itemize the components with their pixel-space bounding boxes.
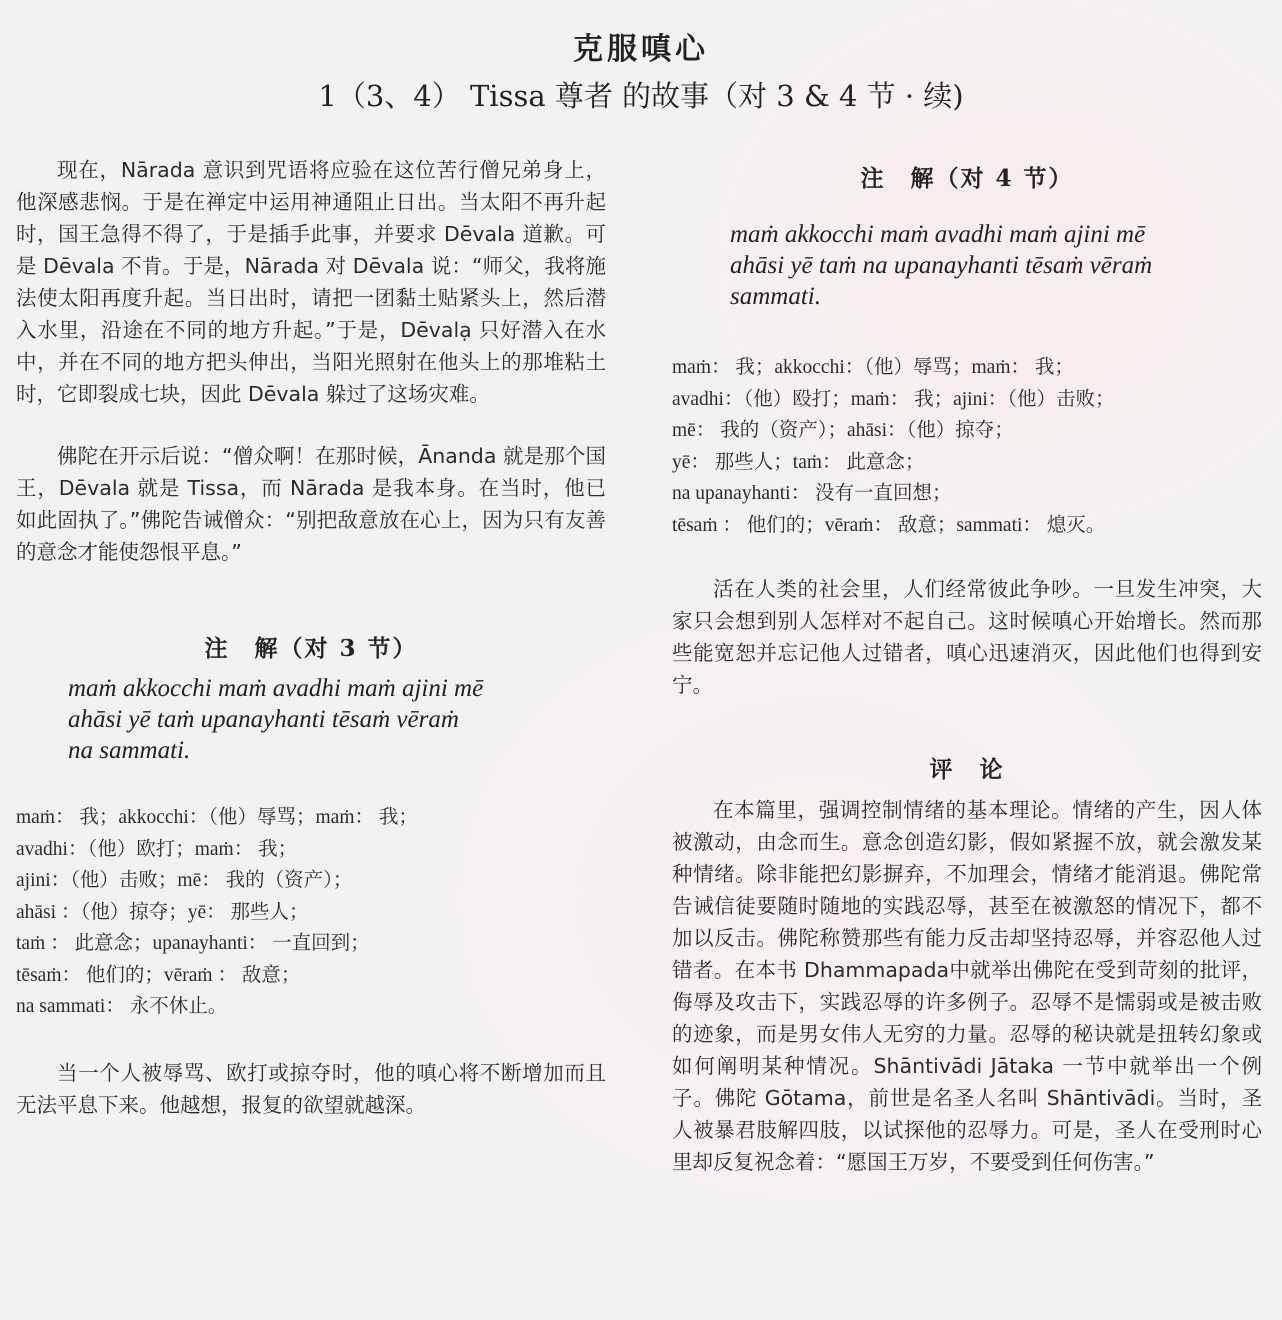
right-column — [672, 150, 1262, 1178]
left-column — [16, 150, 606, 1121]
word-gloss-verse-3 — [16, 802, 606, 1023]
story-paragraph-1: 现在，Nārada 意识到咒语将应验在这位苦行僧兄弟身上，他深感悲悯。于是在禅定中运用神通阻止日出。当太阳不再升起时，国王急得不得了，于是插手此事，并要求 Dēvala 道歉。可是 Dēvala 不肯。于是，Nārada 对 Dēvala 说：“师父，我将施法使太阳再度升起。当日出时，请把一团黏土贴紧头上，然后潜入水里，沿途在不同的地方升起。”于是，Dēvalạ 只好潜入在水中，并在不同的地方把头伸出，当阳光照射在他头上的那堆粘土时，它即裂成七块，因此 Dēvala 躲过了这场灾难。 — [16, 158, 606, 406]
explanation-paragraph: 当一个人被辱骂、欧打或掠夺时，他的嗔心将不断增加而且无法平息下来。他越想，报复的欲望就越深。 — [16, 1060, 606, 1117]
pali-verse-4 — [672, 219, 1262, 312]
page-subtitle: 1（3、4） Tissa 尊者 的故事（对 3 & 4 节 · 续) — [318, 79, 964, 113]
gloss-line: avadhi：（他）殴打；maṁ： 我；ajini：（他）击败； — [672, 388, 1115, 410]
gloss-line: yē： 那些人；taṁ： 此意念； — [672, 451, 925, 473]
gloss-line: tēsaṁ： 他们的；vēraṁ ： 敌意； — [16, 964, 301, 986]
gloss-line: ajini：（他）击败；mē： 我的（资产）； — [16, 870, 353, 891]
verse-line: ahāsi yē taṁ upanayhanti tēsaṁ vēraṁ — [68, 706, 459, 733]
notes-heading-verse-4: 注 解（对 4 节） — [860, 165, 1074, 192]
page-header — [0, 24, 1282, 115]
verse-line: maṁ akkocchi maṁ avadhi maṁ ajini mē — [68, 675, 484, 702]
word-gloss-verse-4 — [672, 352, 1262, 541]
gloss-line: avadhi：（他）欧打；maṁ： 我； — [16, 838, 298, 860]
gloss-line: taṁ ： 此意念；upanayhanti： 一直回到； — [16, 933, 370, 954]
gloss-line: na upanayhanti： 没有一直回想； — [672, 483, 952, 504]
page-title: 克服嗔心 — [573, 32, 709, 67]
society-paragraph: 活在人类的社会里，人们经常彼此争吵。一旦发生冲突，大家只会想到别人怎样对不起自己。这时候嗔心开始增长。然而那些能宽恕并忘记他人过错者，嗔心迅速消灭，因此他们也得到安宁。 — [672, 577, 1262, 697]
verse-line: maṁ akkocchi maṁ avadhi maṁ ajini mē — [730, 221, 1146, 248]
gloss-line: tēsaṁ ： 他们的；vēraṁ： 敌意；sammati： 熄灭。 — [672, 514, 1106, 536]
comment-heading: 评 论 — [929, 756, 1005, 783]
verse-line: ahāsi yē taṁ na upanayhanti tēsaṁ vēraṁ — [730, 252, 1153, 279]
gloss-line: mē： 我的（资产）；ahāsi：（他）掠夺； — [672, 420, 1014, 441]
pali-verse-3 — [16, 673, 606, 766]
notes-heading-verse-3: 注 解（对 3 节） — [204, 635, 418, 662]
gloss-line: maṁ： 我；akkocchi：（他）辱骂；maṁ： 我； — [672, 357, 1074, 378]
story-paragraph-2: 佛陀在开示后说：“僧众啊！在那时候，Ānanda 就是那个国王，Dēvala 就是 Tissa，而 Nārada 是我本身。在当时，他已如此固执了。”佛陀告诫僧众：“别把敌意放在心上，因为只有友善的意念才能使怨恨平息。” — [16, 444, 606, 564]
verse-line: sammati. — [730, 283, 821, 310]
gloss-line: ahāsi ：（他）掠夺；yē： 那些人； — [16, 901, 309, 923]
gloss-line: na sammati： 永不休止。 — [16, 996, 228, 1017]
verse-line: na sammati. — [68, 737, 191, 764]
comment-paragraph: 在本篇里，强调控制情绪的基本理论。情绪的产生，因人体被激动，由念而生。意念创造幻影，假如紧握不放，就会激发某种情绪。除非能把幻影摒弃，不加理会，情绪才能消退。佛陀常告诫信徒要随时随地的实践忍辱，甚至在被激怒的情况下，都不加以反击。佛陀称赞那些有能力反击却坚持忍辱，并容忍他人过错者。在本书 Dhammapada中就举出佛陀在受到苛刻的批评，侮辱及攻击下，实践忍辱的许多例子。忍辱不是懦弱或是被击败的迹象，而是男女伟人无穷的力量。忍辱的秘诀就是扭转幻象或如何阐明某种情况。Shāntivādi Jātaka 一节中就举出一个例子。佛陀 Gōtama，前世是名圣人名叫 Shāntivādi。当时，圣人被暴君肢解四肢，以试探他的忍辱力。可是，圣人在受刑时心里却反复祝念着：“愿国王万岁，不要受到任何伤害。” — [672, 798, 1262, 1174]
gloss-line: maṁ： 我；akkocchi：（他）辱骂；maṁ： 我； — [16, 807, 418, 828]
